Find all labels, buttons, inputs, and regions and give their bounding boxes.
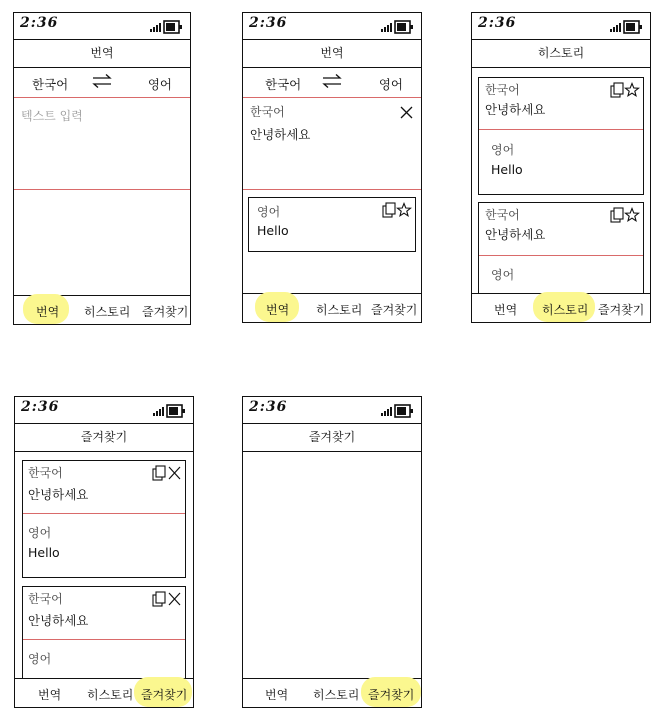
status-bar — [472, 13, 650, 40]
bottom-nav — [243, 293, 421, 322]
source-text: 안녕하세요 — [485, 227, 546, 242]
target-language-label: 영어 — [491, 143, 515, 157]
bottom-nav — [14, 295, 190, 324]
star-icon — [626, 84, 639, 96]
status-time: 2:36 — [21, 399, 60, 415]
copy-icon — [611, 208, 623, 222]
result-card — [248, 197, 416, 252]
page-title: 히스토리 — [472, 39, 650, 68]
signal-battery-icon — [150, 20, 184, 34]
signal-battery-icon — [153, 404, 187, 418]
copy-close-icons — [152, 465, 182, 481]
target-language-label: 영어 — [28, 526, 52, 540]
language-selector — [243, 67, 421, 98]
copy-icon — [611, 83, 623, 97]
copy-star-icons — [382, 202, 412, 218]
page-title: 번역 — [14, 39, 190, 68]
status-time: 2:36 — [20, 15, 59, 31]
card-divider — [479, 129, 643, 130]
nav-history[interactable]: 히스토리 — [87, 688, 134, 702]
screen-history — [471, 12, 651, 323]
copy-icon — [153, 466, 165, 480]
copy-icon — [383, 203, 395, 217]
close-icon — [169, 593, 180, 605]
result-language-label: 영어 — [257, 205, 281, 219]
status-bar — [243, 397, 421, 424]
nav-history[interactable]: 히스토리 — [542, 303, 589, 317]
copy-star-icons — [610, 82, 640, 98]
status-bar — [15, 397, 193, 424]
page-title: 즐겨찾기 — [243, 423, 421, 452]
history-card[interactable] — [478, 77, 644, 195]
bottom-nav — [472, 293, 650, 322]
source-text: 안녕하세요 — [28, 487, 89, 502]
source-language-label: 한국어 — [485, 208, 520, 222]
result-text: Hello — [257, 223, 289, 238]
copy-close-icons — [152, 591, 182, 607]
text-input[interactable]: 텍스트 입력 — [21, 109, 83, 123]
star-icon — [626, 209, 639, 221]
nav-favorites[interactable]: 즐겨찾기 — [141, 688, 188, 702]
screen-translate-result — [242, 12, 422, 323]
nav-translate[interactable]: 번역 — [266, 303, 290, 317]
screen-favorites — [14, 396, 194, 708]
nav-history[interactable]: 히스토리 — [313, 688, 360, 702]
status-time: 2:36 — [478, 15, 517, 31]
target-language-button[interactable]: 영어 — [378, 77, 403, 92]
close-icon — [169, 467, 180, 479]
nav-translate[interactable]: 번역 — [38, 688, 62, 702]
target-language-label: 영어 — [28, 652, 52, 666]
input-language-label: 한국어 — [250, 105, 285, 119]
input-text[interactable]: 안녕하세요 — [250, 127, 311, 142]
history-card[interactable] — [478, 202, 644, 294]
signal-battery-icon — [610, 20, 644, 34]
star-icon — [398, 204, 411, 216]
language-selector — [14, 67, 190, 98]
copy-star-icons — [610, 207, 640, 223]
card-divider — [23, 513, 185, 514]
input-divider — [243, 189, 421, 190]
nav-history[interactable]: 히스토리 — [316, 303, 363, 317]
card-divider — [23, 639, 185, 640]
nav-favorites[interactable]: 즐겨찾기 — [368, 688, 415, 702]
signal-battery-icon — [381, 404, 415, 418]
source-language-button[interactable]: 한국어 — [32, 77, 69, 92]
screen-translate-empty — [13, 12, 191, 325]
input-divider — [14, 189, 190, 190]
page-title: 즐겨찾기 — [15, 423, 193, 452]
status-time: 2:36 — [249, 399, 288, 415]
nav-translate[interactable]: 번역 — [265, 688, 289, 702]
nav-history[interactable]: 히스토리 — [84, 305, 131, 319]
nav-favorites[interactable]: 즐겨찾기 — [371, 303, 418, 317]
target-language-button[interactable]: 영어 — [147, 77, 172, 92]
source-language-label: 한국어 — [28, 592, 63, 606]
favorite-card[interactable] — [22, 460, 186, 578]
bottom-nav — [243, 678, 421, 707]
source-text: 안녕하세요 — [485, 102, 546, 117]
target-language-label: 영어 — [491, 268, 515, 282]
close-icon[interactable] — [400, 106, 413, 119]
status-bar — [243, 13, 421, 40]
page-title: 번역 — [243, 39, 421, 68]
nav-favorites[interactable]: 즐겨찾기 — [142, 305, 189, 319]
favorite-card[interactable] — [22, 586, 186, 678]
signal-battery-icon — [381, 20, 415, 34]
card-divider — [479, 255, 643, 256]
screen-favorites-empty — [242, 396, 422, 708]
swap-icon[interactable] — [321, 73, 343, 89]
source-language-label: 한국어 — [485, 83, 520, 97]
source-text: 안녕하세요 — [28, 613, 89, 628]
source-language-label: 한국어 — [28, 466, 63, 480]
status-bar — [14, 13, 190, 40]
target-text: Hello — [491, 162, 523, 177]
source-language-button[interactable]: 한국어 — [265, 77, 302, 92]
nav-translate[interactable]: 번역 — [494, 303, 518, 317]
copy-icon — [153, 592, 165, 606]
status-time: 2:36 — [249, 15, 288, 31]
nav-translate[interactable]: 번역 — [36, 305, 60, 319]
target-text: Hello — [28, 545, 60, 560]
nav-favorites[interactable]: 즐겨찾기 — [598, 303, 645, 317]
bottom-nav — [15, 678, 193, 707]
swap-icon[interactable] — [91, 73, 113, 89]
